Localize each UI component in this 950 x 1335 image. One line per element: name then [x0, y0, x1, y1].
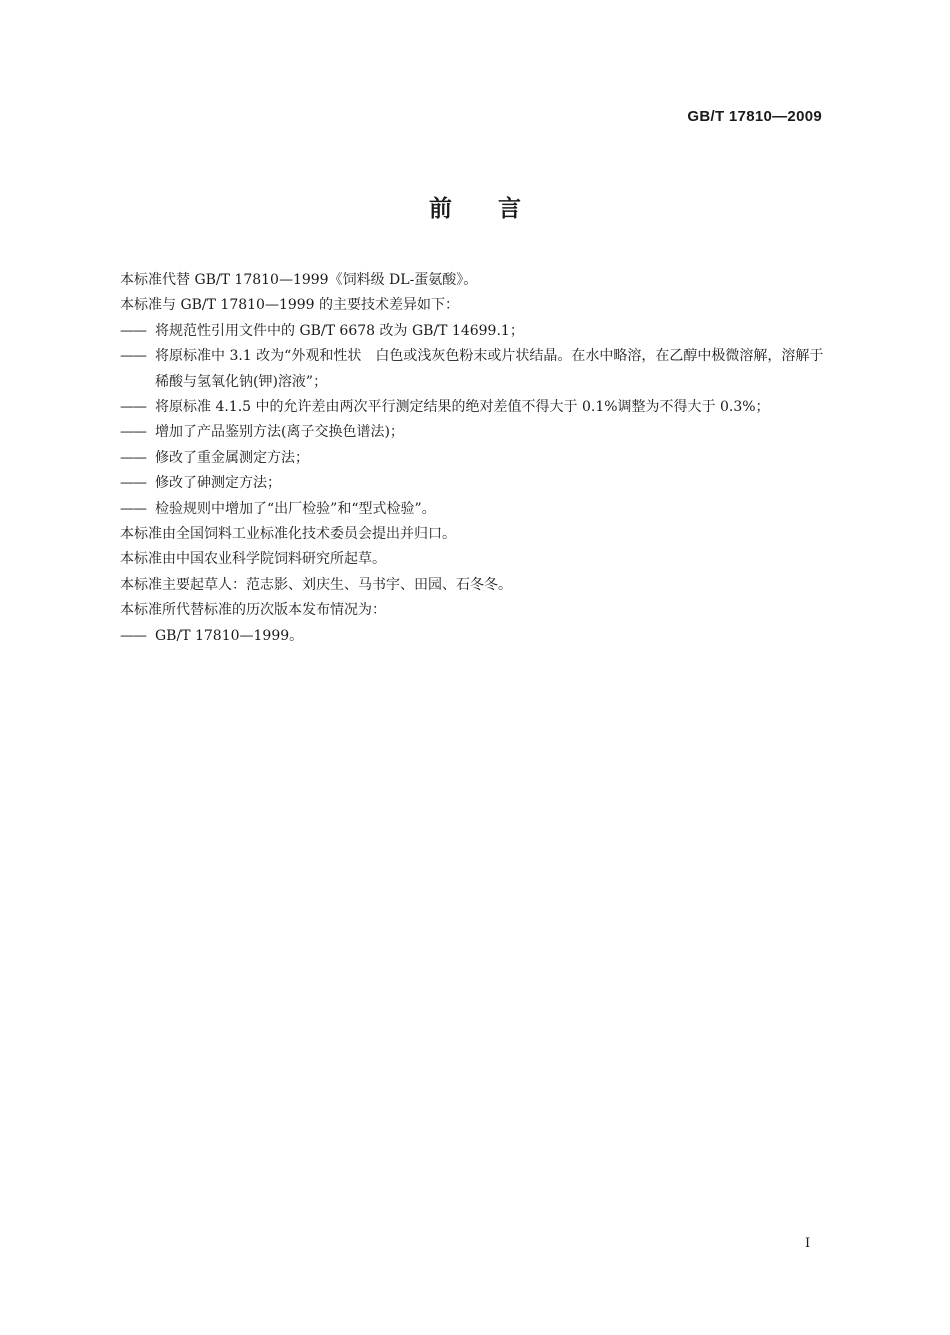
list-item-text: 检验规则中增加了“出厂检验”和“型式检验”。: [155, 500, 436, 517]
foreword-body: [120, 268, 826, 649]
paragraph-differences-intro: 本标准与 GB/T 17810—1999 的主要技术差异如下：: [120, 297, 460, 314]
dash-marker: ——: [120, 399, 146, 416]
paragraph-drafted-by: 本标准由中国农业科学院饲料研究所起草。: [120, 551, 386, 568]
paragraph-drafters: 本标准主要起草人：范志影、刘庆生、马书宇、田园、石冬冬。: [120, 576, 512, 593]
list-item-text: 增加了产品鉴别方法(离子交换色谱法)；: [155, 424, 404, 441]
dash-marker: ——: [120, 322, 146, 339]
list-item-change-5: [120, 446, 826, 471]
paragraph-history-intro: 本标准所代替标准的历次版本发布情况为：: [120, 602, 386, 619]
list-item-text: GB/T 17810—1999。: [155, 627, 304, 644]
paragraph-replaces: 本标准代替 GB/T 17810—1999《饲料级 DL-蛋氨酸》。: [120, 272, 478, 288]
dash-marker: ——: [120, 424, 146, 441]
list-item-change-2: [120, 344, 826, 395]
dash-marker: ——: [120, 475, 146, 492]
dash-marker: ——: [120, 348, 146, 365]
list-item-change-4: [120, 420, 826, 445]
list-item-change-3: [120, 395, 826, 420]
list-item-change-7: [120, 497, 826, 522]
page-title: 前言: [429, 196, 567, 222]
list-item-change-1: [120, 319, 826, 344]
dash-marker: ——: [120, 627, 146, 644]
list-item-text: 修改了重金属测定方法；: [155, 449, 309, 466]
list-item-history: [120, 624, 826, 649]
list-item-change-6: [120, 471, 826, 496]
list-item-text: 修改了砷测定方法；: [155, 475, 281, 492]
dash-marker: ——: [120, 449, 146, 466]
standard-number: GB/T 17810—2009: [687, 108, 822, 125]
list-item-text: 将原标准 4.1.5 中的允许差由两次平行测定结果的绝对差值不得大于 0.1%调整为不得大于 0.3%；: [155, 399, 770, 416]
page-number: I: [805, 1236, 811, 1251]
list-item-text: 将规范性引用文件中的 GB/T 6678 改为 GB/T 14699.1；: [155, 322, 524, 339]
dash-marker: ——: [120, 500, 146, 517]
paragraph-proposed-by: 本标准由全国饲料工业标准化技术委员会提出并归口。: [120, 526, 456, 543]
list-item-text: 将原标准中 3.1 改为“外观和性状 白色或浅灰色粉末或片状结晶。在水中略溶，在乙醇中极微溶解，溶解于稀酸与氢氧化钠(钾)溶液”；: [155, 348, 824, 390]
